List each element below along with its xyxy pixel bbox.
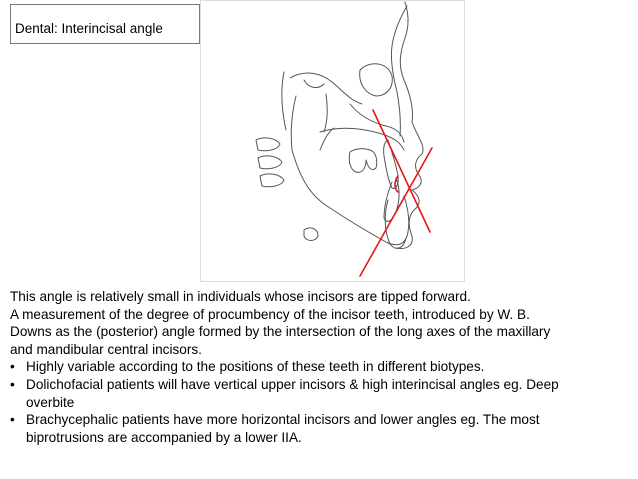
figure-frame (201, 1, 465, 282)
tracing-svg (200, 0, 465, 282)
intro-line: and mandibular central incisors. (10, 341, 202, 357)
intro-line: Downs as the (posterior) angle formed by the intersection of the long axes of the maxillary (10, 324, 551, 340)
bullet-dot: • (10, 376, 15, 392)
bullet-text: Brachycephalic patients have more horizontal incisors and lower angles eg. The most (26, 412, 540, 428)
bullet-dot: • (10, 359, 15, 375)
bullet-list (10, 358, 630, 446)
bullet-text: Highly variable according to the positions of these teeth in different biotypes. (26, 359, 485, 375)
intro-line: A measurement of the degree of procumbency of the incisor teeth, introduced by W. B. (10, 306, 530, 322)
slide-title: Dental: Interincisal angle (15, 21, 163, 36)
bullet-item (10, 358, 630, 376)
bullet-text: Dolichofacial patients will have vertical upper incisors & high interincisal angles eg. Deep (26, 376, 559, 392)
bullet-text: overbite (26, 394, 75, 410)
intro-line: This angle is relatively small in individuals whose incisors are tipped forward. (10, 289, 471, 304)
bullet-item (10, 376, 630, 411)
cephalometric-tracing (200, 0, 465, 282)
body-text (10, 288, 630, 446)
bullet-item (10, 411, 630, 446)
bullet-text: biprotrusions are accompanied by a lower IIA. (26, 429, 302, 445)
bullet-dot: • (10, 412, 15, 428)
